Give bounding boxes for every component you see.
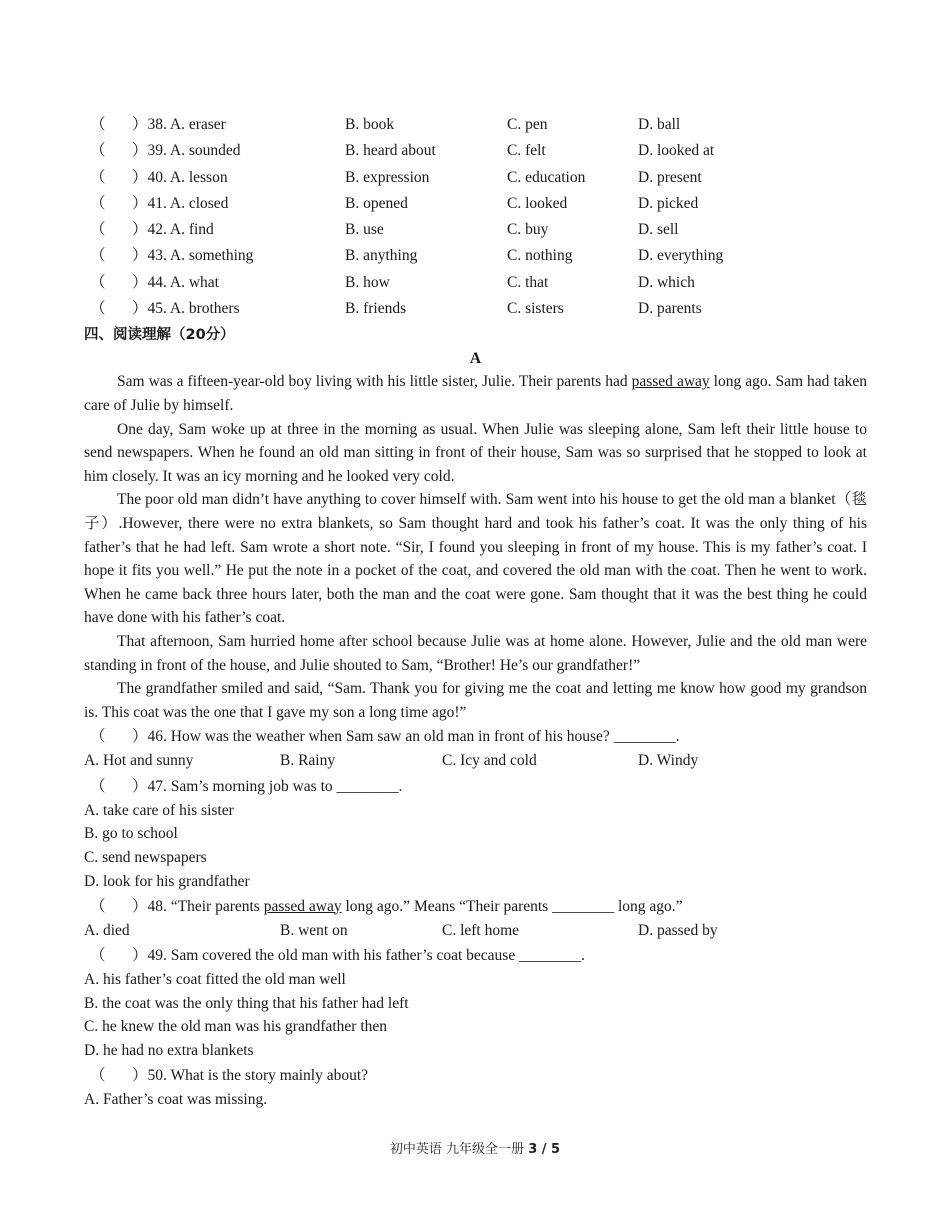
option-c: C. pen <box>507 116 548 133</box>
cloze-item <box>84 217 867 243</box>
option-d: D. present <box>638 168 702 186</box>
page-number: 3 / 5 <box>528 1142 561 1157</box>
answer-paren[interactable]: （ <box>90 273 106 291</box>
option-c: C. Icy and cold <box>442 752 537 770</box>
question-46 <box>84 724 867 749</box>
question-stem: ）50. What is the story mainly about? <box>132 1066 369 1084</box>
option-b: B. went on <box>280 921 348 939</box>
answer-paren[interactable]: （ <box>90 168 106 186</box>
page-footer <box>0 1138 950 1157</box>
option-d: D. ball <box>638 116 681 133</box>
option-b: B. use <box>345 221 384 239</box>
option-a: ）42. A. find <box>132 221 214 239</box>
option-a: ）38. A. eraser <box>132 116 226 133</box>
underlined-phrase: passed away <box>263 897 342 915</box>
option-b: B. the coat was the only thing that his father had left <box>84 994 409 1012</box>
stem-text: ）48. “Their parents <box>132 897 264 915</box>
option-d: D. picked <box>638 194 699 212</box>
answer-paren[interactable]: （ <box>90 777 106 795</box>
option-d: D. parents <box>638 300 702 318</box>
cloze-item <box>84 191 867 217</box>
option-c: C. felt <box>507 142 546 160</box>
option-a: A. died <box>84 921 130 939</box>
option-b: B. Rainy <box>280 752 336 770</box>
passage-paragraph <box>84 370 867 417</box>
option-a: ）43. A. something <box>132 247 254 265</box>
passage-paragraph: That afternoon, Sam hurried home after school because Julie was at home alone. However, Julie and the old man were standing in front of the house, and Julie shouted to Sam, “Brother! He’s our grandfather!” <box>84 632 867 674</box>
cloze-item <box>84 138 867 164</box>
answer-paren[interactable]: （ <box>90 247 106 265</box>
cloze-item <box>84 165 867 191</box>
answer-paren[interactable]: （ <box>90 947 106 965</box>
option-c: C. looked <box>507 194 568 212</box>
question-stem: ）46. How was the weather when Sam saw an old man in front of his house? ________. <box>132 728 680 746</box>
option-b: B. anything <box>345 247 418 265</box>
question-48 <box>84 894 867 919</box>
answer-paren[interactable]: （ <box>90 1066 106 1084</box>
question-stem <box>132 894 683 919</box>
option-d: D. everything <box>638 247 724 265</box>
answer-paren[interactable]: （ <box>90 194 106 212</box>
answer-paren[interactable]: （ <box>90 300 106 318</box>
option-b: B. opened <box>345 194 408 212</box>
option-d: D. passed by <box>638 921 718 939</box>
option-b: B. go to school <box>84 825 178 843</box>
cloze-item <box>84 270 867 296</box>
cloze-item <box>84 112 867 138</box>
cloze-item <box>84 296 867 322</box>
option-a: ）40. A. lesson <box>132 168 228 186</box>
option-c: C. that <box>507 273 549 291</box>
option-c: C. nothing <box>507 247 573 265</box>
option-b: B. expression <box>345 168 430 186</box>
option-b: B. friends <box>345 300 407 318</box>
option-d: D. he had no extra blankets <box>84 1042 254 1060</box>
passage-title: A <box>469 350 482 368</box>
option-b: B. how <box>345 273 390 291</box>
question-stem: ）49. Sam covered the old man with his father’s coat because ________. <box>132 947 585 965</box>
cloze-options <box>84 112 867 322</box>
answer-paren[interactable]: （ <box>90 142 106 160</box>
option-d: D. which <box>638 273 695 291</box>
stem-text: long ago.” Means “Their parents ________ long ago.” <box>341 897 683 915</box>
passage-paragraph: One day, Sam woke up at three in the morning as usual. When Julie was sleeping alone, Sam left their little house to send newspapers. When he found an old man sitting in front of their house, Sam was so surprised that he stopped to look at him closely. It was an icy morning and he looked very cold. <box>84 420 867 485</box>
question-stem: ）47. Sam’s morning job was to ________. <box>132 777 403 795</box>
option-a: ）39. A. sounded <box>132 142 241 160</box>
option-c: C. he knew the old man was his grandfather then <box>84 1018 388 1036</box>
option-d: D. look for his grandfather <box>84 872 250 890</box>
question-48-options <box>84 919 867 944</box>
paragraph-text: Sam was a fifteen-year-old boy living with his little sister, Julie. Their parents had <box>117 373 632 391</box>
answer-paren[interactable]: （ <box>90 116 106 133</box>
option-a: A. Father’s coat was missing. <box>84 1090 268 1108</box>
option-a: A. take care of his sister <box>84 801 234 819</box>
question-49 <box>84 943 867 968</box>
passage-paragraph: The poor old man didn’t have anything to cover himself with. Sam went into his house to get the old man a blanket（毯子）.However, there were no extra blankets, so Sam thought hard and took his father’s coat. It was the only thing of his father’s that he had left. Sam wrote a short note. “Sir, I found you sleeping in front of my house. This is my father’s coat. I hope it fits you well.” He put the note in a pocket of the coat, and covered the old man with the coat. Then he went to work. When he came back three hours later, both the man and the coat were gone. Sam thought that it was the best thing he could have done with his father’s coat. <box>84 491 867 627</box>
option-d: D. sell <box>638 221 679 239</box>
option-a: ）45. A. brothers <box>132 300 240 318</box>
option-c: C. education <box>507 168 586 186</box>
passage-paragraph: The grandfather smiled and said, “Sam. Thank you for giving me the coat and letting me know how good my grandson is. This coat was the one that I gave my son a long time ago!” <box>84 680 867 721</box>
exam-page <box>84 112 867 1111</box>
option-b: B. book <box>345 116 395 133</box>
question-47 <box>84 774 867 799</box>
option-c: C. left home <box>442 921 520 939</box>
option-c: C. sisters <box>507 300 564 318</box>
answer-paren[interactable]: （ <box>90 221 106 239</box>
option-b: B. heard about <box>345 142 436 160</box>
option-c: C. buy <box>507 221 549 239</box>
question-50 <box>84 1063 867 1088</box>
option-a: A. his father’s coat fitted the old man well <box>84 971 346 989</box>
question-46-options <box>84 749 867 774</box>
option-a: A. Hot and sunny <box>84 752 194 770</box>
footer-subject: 初中英语 九年级全一册 <box>389 1142 529 1157</box>
option-a: ）41. A. closed <box>132 194 229 212</box>
option-a: ）44. A. what <box>132 273 219 291</box>
option-d: D. Windy <box>638 752 699 770</box>
option-c: C. send newspapers <box>84 849 207 867</box>
answer-paren[interactable]: （ <box>90 728 106 746</box>
cloze-item <box>84 243 867 269</box>
option-d: D. looked at <box>638 142 715 160</box>
section-heading: 四、阅读理解（20分） <box>84 327 235 344</box>
paragraph-text: long ago. Sam had taken care of Julie by himself. <box>84 373 868 414</box>
answer-paren[interactable]: （ <box>90 897 106 915</box>
underlined-phrase: passed away <box>631 373 710 391</box>
